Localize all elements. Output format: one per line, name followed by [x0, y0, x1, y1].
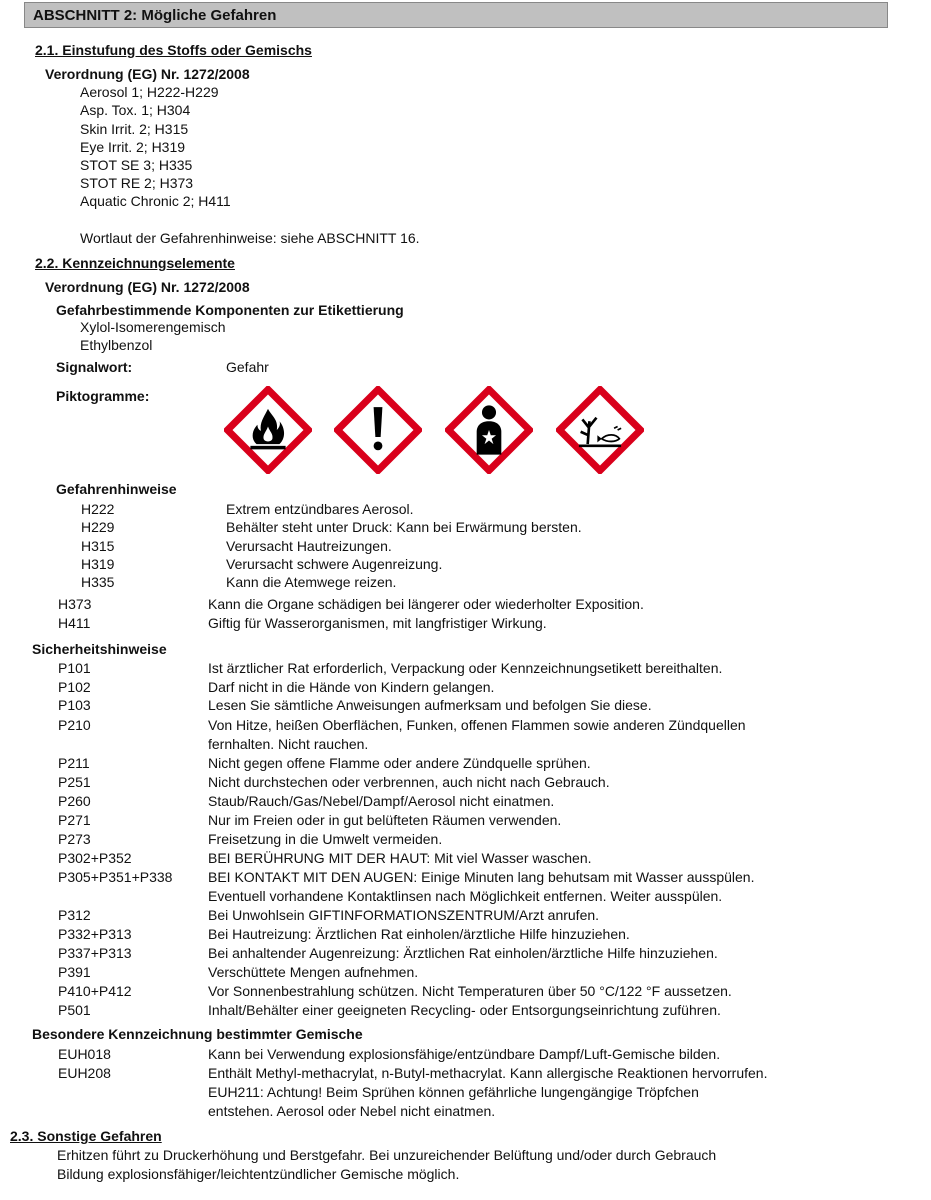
precaution-code: P271 [58, 812, 91, 828]
pictograms-label: Piktogramme: [56, 388, 150, 404]
component-item: Ethylbenzol [80, 337, 153, 353]
precaution-code: P101 [58, 660, 91, 676]
exclamation-mark-icon [334, 386, 422, 474]
regulation-label: Verordnung (EG) Nr. 1272/2008 [45, 279, 250, 295]
precaution-code: P302+P352 [58, 850, 132, 866]
special-text: Kann bei Verwendung explosionsfähige/entzündbare Dampf/Luft-Gemische bilden. [208, 1046, 721, 1062]
flame-icon [224, 386, 312, 474]
precaution-text: Vor Sonnenbestrahlung schützen. Nicht Temperaturen über 50 °C/122 °F aussetzen. [208, 983, 732, 999]
precaution-text: Staub/Rauch/Gas/Nebel/Dampf/Aerosol nicht einatmen. [208, 793, 555, 809]
special-labelling-label: Besondere Kennzeichnung bestimmter Gemische [32, 1026, 363, 1042]
precaution-text: Nur im Freien oder in gut belüfteten Räumen verwenden. [208, 812, 562, 828]
special-text: entstehen. Aerosol oder Nebel nicht einatmen. [208, 1103, 496, 1119]
special-code: EUH208 [58, 1065, 111, 1081]
classification-item: Asp. Tox. 1; H304 [80, 102, 191, 118]
regulation-label: Verordnung (EG) Nr. 1272/2008 [45, 66, 250, 82]
precaution-code: P260 [58, 793, 91, 809]
precaution-code: P210 [58, 717, 91, 733]
component-item: Xylol-Isomerengemisch [80, 319, 226, 335]
classification-item: Aquatic Chronic 2; H411 [80, 193, 231, 209]
hazard-note: Wortlaut der Gefahrenhinweise: siehe ABSCHNITT 16. [80, 230, 420, 246]
precaution-code: P391 [58, 964, 91, 980]
precaution-text: BEI BERÜHRUNG MIT DER HAUT: Mit viel Wasser waschen. [208, 850, 592, 866]
hazard-code: H335 [81, 574, 115, 590]
precaution-text: Verschüttete Mengen aufnehmen. [208, 964, 419, 980]
special-text: EUH211: Achtung! Beim Sprühen können gefährliche lungengängige Tröpfchen [208, 1084, 699, 1100]
heading-2-3: 2.3. Sonstige Gefahren [10, 1128, 162, 1144]
signal-word-label: Signalwort: [56, 359, 133, 375]
precaution-code: P211 [58, 755, 90, 771]
precaution-code: P273 [58, 831, 91, 847]
precaution-code: P103 [58, 697, 91, 713]
precaution-text: Darf nicht in die Hände von Kindern gelangen. [208, 679, 495, 695]
other-hazards-text: Bildung explosionsfähiger/leichtentzündlicher Gemische möglich. [57, 1166, 460, 1182]
special-code: EUH018 [58, 1046, 111, 1062]
classification-item: Skin Irrit. 2; H315 [80, 121, 189, 137]
other-hazards-text: Erhitzen führt zu Druckerhöhung und Berstgefahr. Bei unzureichender Belüftung und/oder durch Gebrauch [57, 1147, 717, 1163]
precaution-text: Eventuell vorhandene Kontaktlinsen nach Möglichkeit entfernen. Weiter ausspülen. [208, 888, 723, 904]
precaution-code: P305+P351+P338 [58, 869, 173, 885]
classification-item: Eye Irrit. 2; H319 [80, 139, 186, 155]
precaution-code: P332+P313 [58, 926, 132, 942]
hazard-text: Verursacht Hautreizungen. [226, 538, 392, 554]
precaution-code: P337+P313 [58, 945, 132, 961]
section-header [24, 2, 888, 28]
heading-2-2: 2.2. Kennzeichnungselemente [35, 255, 235, 271]
heading-2-1: 2.1. Einstufung des Stoffs oder Gemischs [35, 42, 312, 58]
precaution-text: Freisetzung in die Umwelt vermeiden. [208, 831, 443, 847]
precaution-text: Inhalt/Behälter einer geeigneten Recycling- oder Entsorgungseinrichtung zuführen. [208, 1002, 721, 1018]
hazard-text: Behälter steht unter Druck: Kann bei Erwärmung bersten. [226, 519, 582, 535]
hazard-statements-label: Gefahrenhinweise [56, 481, 177, 497]
precautionary-statements-label: Sicherheitshinweise [32, 641, 167, 657]
classification-item: Aerosol 1; H222-H229 [80, 84, 219, 100]
hazard-text: Giftig für Wasserorganismen, mit langfristiger Wirkung. [208, 615, 547, 631]
precaution-text: Nicht gegen offene Flamme oder andere Zündquelle sprühen. [208, 755, 591, 771]
precaution-text: Von Hitze, heißen Oberflächen, Funken, offenen Flammen sowie anderen Zündquellen [208, 717, 746, 733]
hazard-code: H319 [81, 556, 115, 572]
special-text: Enthält Methyl-methacrylat, n-Butyl-methacrylat. Kann allergische Reaktionen hervorrufen. [208, 1065, 768, 1081]
precaution-code: P410+P412 [58, 983, 132, 999]
precaution-code: P251 [58, 774, 91, 790]
precaution-text: Bei Unwohlsein GIFTINFORMATIONSZENTRUM/Arzt anrufen. [208, 907, 600, 923]
precaution-text: fernhalten. Nicht rauchen. [208, 736, 369, 752]
hazard-code: H373 [58, 596, 92, 612]
hazard-code: H229 [81, 519, 115, 535]
precaution-text: Bei Hautreizung: Ärztlichen Rat einholen/ärztliche Hilfe hinzuziehen. [208, 926, 630, 942]
signal-word-value: Gefahr [226, 359, 269, 375]
health-hazard-icon [445, 386, 533, 474]
components-label: Gefahrbestimmende Komponenten zur Etikettierung [56, 302, 404, 318]
precaution-code: P501 [58, 1002, 91, 1018]
classification-item: STOT SE 3; H335 [80, 157, 193, 173]
hazard-text: Verursacht schwere Augenreizung. [226, 556, 443, 572]
classification-item: STOT RE 2; H373 [80, 175, 194, 191]
precaution-code: P102 [58, 679, 91, 695]
precaution-text: Nicht durchstechen oder verbrennen, auch nicht nach Gebrauch. [208, 774, 610, 790]
hazard-text: Kann die Atemwege reizen. [226, 574, 397, 590]
precaution-code: P312 [58, 907, 91, 923]
hazard-code: H222 [81, 501, 115, 517]
hazard-code: H411 [58, 615, 91, 631]
hazard-code: H315 [81, 538, 115, 554]
precaution-text: Lesen Sie sämtliche Anweisungen aufmerksam und befolgen Sie diese. [208, 697, 652, 713]
environment-icon [556, 386, 644, 474]
section-title: ABSCHNITT 2: Mögliche Gefahren [33, 7, 277, 24]
hazard-text: Extrem entzündbares Aerosol. [226, 501, 414, 517]
precaution-text: Ist ärztlicher Rat erforderlich, Verpackung oder Kennzeichnungsetikett bereithalten. [208, 660, 723, 676]
precaution-text: BEI KONTAKT MIT DEN AUGEN: Einige Minuten lang behutsam mit Wasser ausspülen. [208, 869, 755, 885]
precaution-text: Bei anhaltender Augenreizung: Ärztlichen Rat einholen/ärztliche Hilfe hinzuziehen. [208, 945, 718, 961]
hazard-text: Kann die Organe schädigen bei längerer oder wiederholter Exposition. [208, 596, 644, 612]
